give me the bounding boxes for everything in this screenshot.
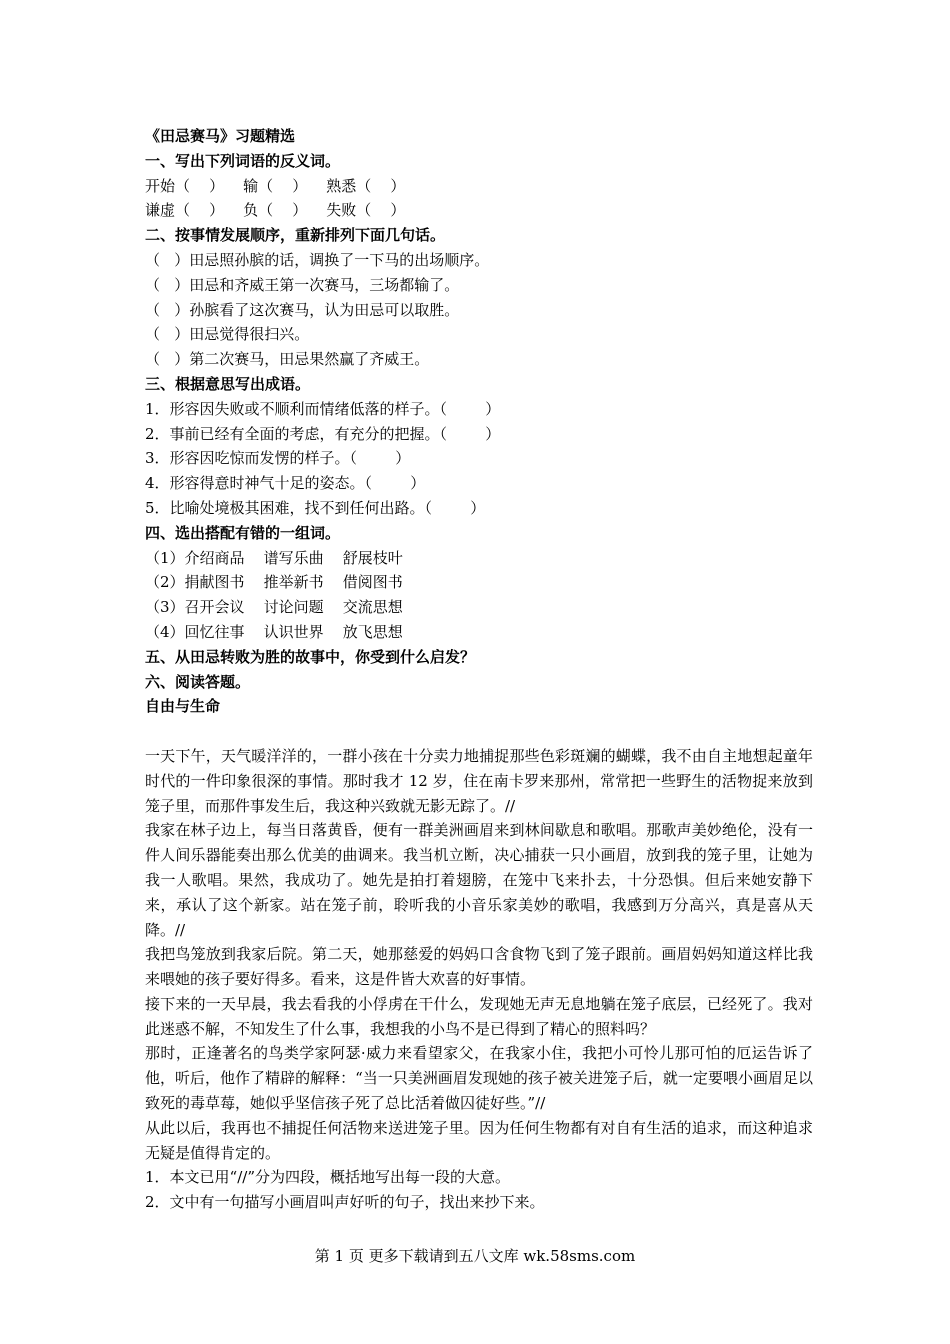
idiom-item: 4．形容得意时神气十足的姿态。（ ） bbox=[145, 474, 426, 493]
reading-question: 1．本文已用“//”分为四段，概括地写出每一段的大意。 bbox=[145, 1168, 510, 1187]
idiom-item: 3．形容因吃惊而发愣的样子。（ ） bbox=[145, 449, 411, 468]
section-3-heading: 三、根据意思写出成语。 bbox=[145, 374, 311, 393]
document-title: 《田忌赛马》习题精选 bbox=[145, 127, 296, 145]
antonym-row-1: 开始（ ） 输（ ） 熟悉（ ） bbox=[145, 176, 406, 195]
passage-paragraph: 我家在林子边上，每当日落黄昏，便有一群美洲画眉来到林间歇息和歌唱。那歌声美妙绝伦，没有一件人间乐器能奏出那么优美的曲调来。我当机立断，决心捕获一只小画眉，放到我的笼子里，让她为我一人歌唱。果然，我成功了。她先是拍打着翅膀，在笼中飞来扑去，十分恐惧。但后来她安静下来，承认了这个新家。站在笼子前，聆听我的小音乐家美妙的歌唱，我感到万分高兴，真是喜从天降。// bbox=[145, 821, 813, 939]
order-item: （ ）田忌照孙膑的话，调换了一下马的出场顺序。 bbox=[145, 250, 490, 269]
passage-paragraph: 从此以后，我再也不捕捉任何活物来送进笼子里。因为任何生物都有对自有生活的追求，而这种追求无疑是值得肯定的。 bbox=[145, 1118, 813, 1162]
passage-title: 自由与生命 bbox=[145, 697, 221, 716]
section-2-heading: 二、按事情发展顺序，重新排列下面几句话。 bbox=[145, 226, 446, 245]
reading-question: 2．文中有一句描写小画眉叫声好听的句子，找出来抄下来。 bbox=[145, 1193, 545, 1212]
section-6-heading: 六、阅读答题。 bbox=[145, 672, 251, 691]
passage-paragraph: 我把鸟笼放到我家后院。第二天，她那慈爱的妈妈口含食物飞到了笼子跟前。画眉妈妈知道这样比我来喂她的孩子要好得多。看来，这是件皆大欢喜的好事情。 bbox=[145, 945, 813, 989]
passage-paragraph: 那时，正逢著名的鸟类学家阿瑟·威力来看望家父，在我家小住，我把小可怜儿那可怕的厄运告诉了他，听后，他作了精辟的解释：“当一只美洲画眉发现她的孩子被关进笼子后，就一定要喂小画眉足以致死的毒草莓，她似乎坚信孩子死了总比活着做囚徒好些。”// bbox=[145, 1044, 813, 1113]
order-item: （ ）第二次赛马，田忌果然赢了齐威王。 bbox=[145, 350, 430, 369]
section-1-heading: 一、写出下列词语的反义词。 bbox=[145, 151, 341, 170]
section-5-heading: 五、从田忌转败为胜的故事中，你受到什么启发？ bbox=[145, 647, 476, 666]
passage-paragraph: 一天下午，天气暖洋洋的，一群小孩在十分卖力地捕捉那些色彩斑斓的蝴蝶，我不由自主地想起童年时代的一件印象很深的事情。那时我才 12 岁，住在南卡罗来那州，常常把一些野生的活物捉来放到笼子里，而那件事发生后，我这种兴致就无影无踪了。// bbox=[145, 746, 813, 815]
idiom-item: 5．比喻处境极其困难，找不到任何出路。（ ） bbox=[145, 498, 486, 517]
idiom-item: 2．事前已经有全面的考虑，有充分的把握。（ ） bbox=[145, 424, 501, 443]
spacer bbox=[145, 719, 813, 744]
antonym-row-2: 谦虚（ ） 负（ ） 失败（ ） bbox=[145, 201, 406, 220]
section-4-heading: 四、选出搭配有错的一组词。 bbox=[145, 523, 341, 542]
passage-paragraph: 接下来的一天早晨，我去看我的小俘虏在干什么，发现她无声无息地躺在笼子底层，已经死了。我对此迷惑不解，不知发生了什么事，我想我的小鸟不是已得到了精心的照料吗？ bbox=[145, 994, 813, 1038]
order-item: （ ）田忌和齐威王第一次赛马，三场都输了。 bbox=[145, 275, 460, 294]
page-footer: 第 1 页 更多下载请到五八文库 wk.58sms.com bbox=[314, 1247, 636, 1265]
word-group-item: （2）捐献图书 推举新书 借阅图书 bbox=[145, 573, 403, 592]
document-content bbox=[145, 124, 813, 1215]
word-group-item: （1）介绍商品 谱写乐曲 舒展枝叶 bbox=[145, 548, 403, 567]
order-item: （ ）孙膑看了这次赛马，认为田忌可以取胜。 bbox=[145, 300, 460, 319]
idiom-item: 1．形容因失败或不顺利而情绪低落的样子。（ ） bbox=[145, 399, 501, 418]
word-group-item: （4）回忆往事 认识世界 放飞思想 bbox=[145, 622, 403, 641]
word-group-item: （3）召开会议 讨论问题 交流思想 bbox=[145, 598, 403, 617]
order-item: （ ）田忌觉得很扫兴。 bbox=[145, 325, 310, 344]
